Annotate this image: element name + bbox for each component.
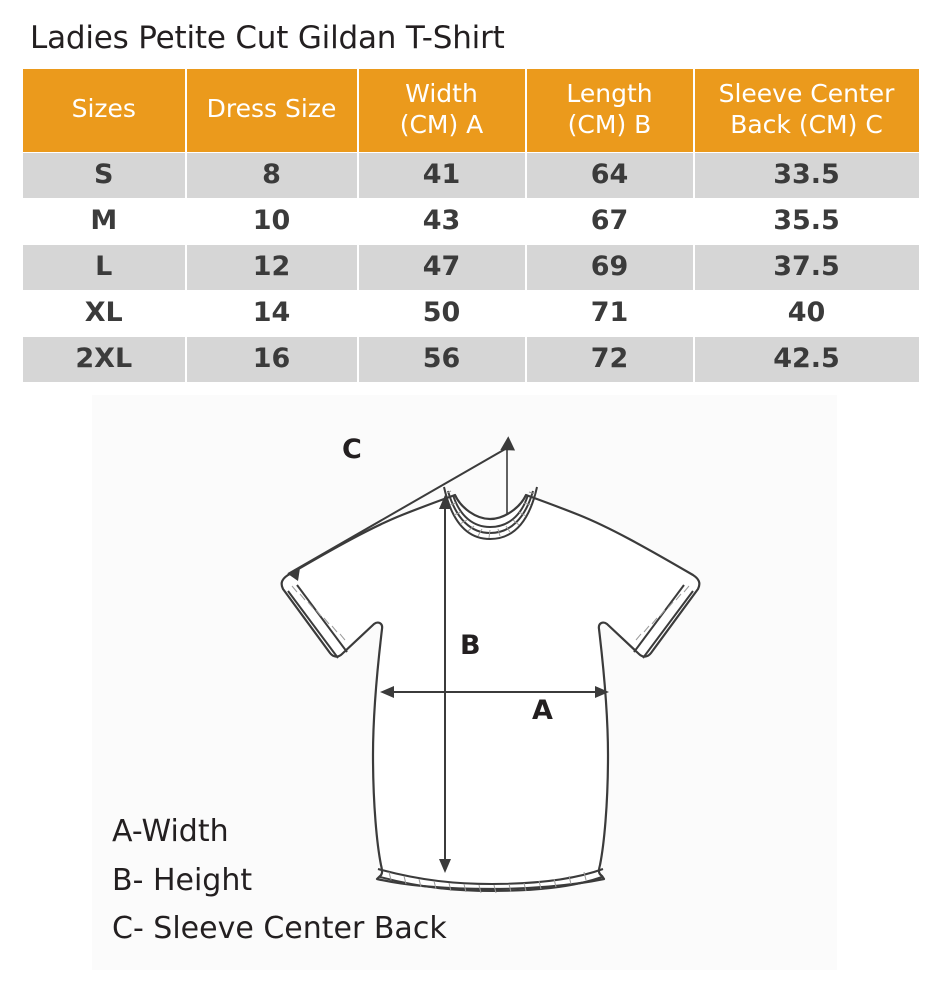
legend-item-b: B- Height bbox=[112, 862, 253, 898]
cell-dress-size: 16 bbox=[186, 337, 358, 383]
table-header-cell-dress-size bbox=[186, 69, 358, 153]
table-header bbox=[23, 69, 919, 153]
table-body bbox=[23, 153, 919, 383]
cell-width: 47 bbox=[358, 245, 526, 291]
cell-dress-size: 10 bbox=[186, 199, 358, 245]
header-line-1: Sleeve Center bbox=[718, 79, 895, 108]
header-line-2: (CM) A bbox=[399, 109, 484, 139]
cell-length: 69 bbox=[526, 245, 694, 291]
header-line-1: Sizes bbox=[71, 94, 136, 124]
table-row bbox=[23, 337, 919, 383]
page-title: Ladies Petite Cut Gildan T-Shirt bbox=[30, 20, 505, 56]
cell-size: S bbox=[23, 153, 186, 199]
cell-sleeve: 33.5 bbox=[694, 153, 919, 199]
table-header-cell-length bbox=[526, 69, 694, 153]
header-line-2: (CM) B bbox=[567, 109, 652, 139]
table-row bbox=[23, 199, 919, 245]
legend-item-c: C- Sleeve Center Back bbox=[112, 911, 447, 947]
table-row bbox=[23, 153, 919, 199]
cell-dress-size: 14 bbox=[186, 291, 358, 337]
cell-length: 64 bbox=[526, 153, 694, 199]
header-line-2: Back (CM) C bbox=[730, 109, 883, 139]
cell-dress-size: 12 bbox=[186, 245, 358, 291]
label-b: B bbox=[460, 630, 481, 661]
cell-size: L bbox=[23, 245, 186, 291]
size-table bbox=[22, 68, 919, 383]
table-row bbox=[23, 245, 919, 291]
diagram-legend bbox=[112, 808, 447, 954]
cell-size: 2XL bbox=[23, 337, 186, 383]
table-header-cell-sizes bbox=[23, 69, 186, 153]
cell-width: 43 bbox=[358, 199, 526, 245]
label-c: C bbox=[342, 434, 362, 465]
cell-sleeve: 42.5 bbox=[694, 337, 919, 383]
table-header-cell-width bbox=[358, 69, 526, 153]
cell-sleeve: 37.5 bbox=[694, 245, 919, 291]
label-a: A bbox=[532, 695, 553, 726]
cell-length: 72 bbox=[526, 337, 694, 383]
cell-sleeve: 40 bbox=[694, 291, 919, 337]
cell-size: M bbox=[23, 199, 186, 245]
table-header-cell-sleeve-center-back bbox=[694, 69, 919, 153]
cell-dress-size: 8 bbox=[186, 153, 358, 199]
header-line-1: Length bbox=[566, 79, 653, 108]
cell-length: 71 bbox=[526, 291, 694, 337]
cell-length: 67 bbox=[526, 199, 694, 245]
header-line-1: Dress Size bbox=[206, 94, 337, 124]
table-row bbox=[23, 291, 919, 337]
cell-size: XL bbox=[23, 291, 186, 337]
header-line-1: Width bbox=[405, 79, 478, 108]
cell-width: 50 bbox=[358, 291, 526, 337]
cell-width: 56 bbox=[358, 337, 526, 383]
cell-width: 41 bbox=[358, 153, 526, 199]
table-header-row bbox=[23, 69, 919, 153]
legend-item-a: A-Width bbox=[112, 814, 229, 849]
cell-sleeve: 35.5 bbox=[694, 199, 919, 245]
